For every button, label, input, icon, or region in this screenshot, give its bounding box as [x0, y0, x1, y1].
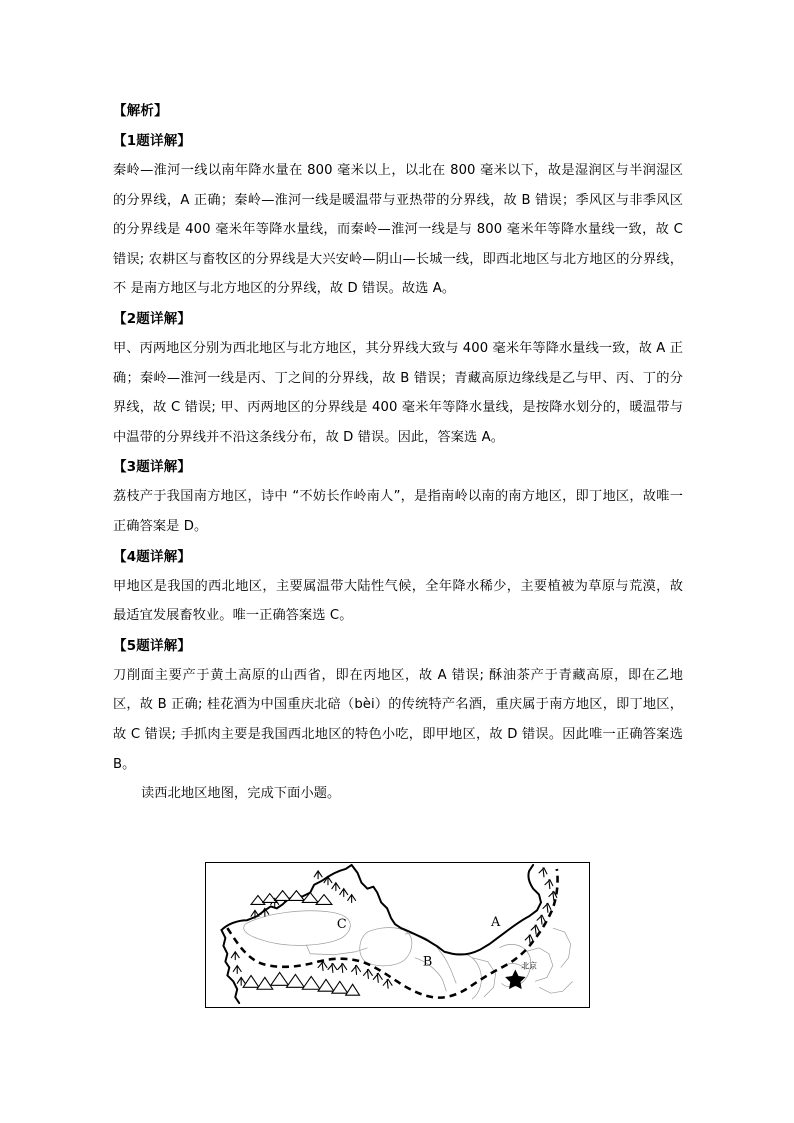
mountain-symbols: [231, 868, 556, 995]
map-label-a: A: [491, 915, 501, 931]
section-heading-5: 【5题详解】: [113, 637, 192, 654]
national-outline: [221, 865, 541, 1003]
map-label-capital: 北京: [521, 961, 538, 971]
section-paragraph-3: 荔枝产于我国南方地区，诗中 “不妨长作岭南人”，是指南岭以南的南方地区，即丁地区，故唯一正确答案是 D。: [113, 489, 683, 534]
analysis-heading: 【解析】: [113, 103, 168, 119]
section-heading-4: 【4题详解】: [113, 548, 192, 565]
document-content: [113, 96, 683, 809]
section-paragraph-5: 刀削面主要产于黄土高原的山西省，即在丙地区，故 A 错误; 酥油茶产于青藏高原，即在乙地区，故 B 正确; 桂花酒为中国重庆北碚（bèi）的传统特产名酒，重庆属于南方地区，即丁地区，故 C 错误; 手抓肉主要是我国西北地区的特色小吃，即甲地区，故 D 错误。因此唯一正确答案选 B。: [113, 667, 683, 772]
map-svg: [206, 863, 589, 1007]
section-paragraph-2: 甲、丙两地区分别为西北地区与北方地区，其分界线大致与 400 毫米年等降水量线一致，故 A 正确；秦岭—淮河一线是丙、丁之间的分界线，故 B 错误；青藏高原边缘线是乙与甲、丙、丁的分界线，故 C 错误; 甲、丙两地区的分界线是 400 毫米年等降水量线，是按降水划分的，暖温带与中温带的分界线并不沿这条线分布，故 D 错误。因此，答案选 A。: [113, 340, 683, 445]
section-heading-3: 【3题详解】: [113, 459, 192, 476]
section-paragraph-4: 甲地区是我国的西北地区，主要属温带大陆性气候，全年降水稀少，主要植被为草原与荒漠，故最适宜发展畜牧业。唯一正确答案选 C。: [113, 578, 683, 624]
map-label-c: C: [336, 917, 347, 933]
map-frame: [205, 862, 590, 1008]
section-heading-1: 【1题详解】: [113, 133, 192, 149]
section-heading-2: 【2题详解】: [113, 310, 192, 327]
prompt-line: 读西北地区地图，完成下面小题。: [141, 786, 341, 802]
section-paragraph-1: 秦岭—淮河一线以南年降水量在 800 毫米以上，以北在 800 毫米以下，故是湿润区与半润湿区的分界线，A 正确；秦岭—淮河一线是暖温带与亚热带的分界线，故 B 错误；季风区与非季风区的分界线是 400 毫米年等降水量线，而秦岭—淮河一线是与 800 毫米年等降水量线一致，故 C 错误; 农耕区与畜牧区的分界线是大兴安岭—阴山—长城一线，即西北地区与北方地区的分界线，不 是南方地区与北方地区的分界线，故 D 错误。故选 A。: [113, 163, 683, 297]
map-label-b: B: [422, 954, 433, 970]
map-figure: [205, 862, 590, 1008]
